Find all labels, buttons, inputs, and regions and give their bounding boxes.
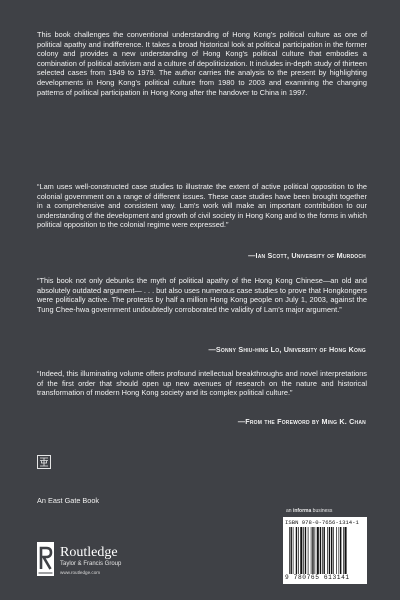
- barcode-digits: 9 780765 613141: [285, 574, 350, 581]
- review-attribution-2: —Sonny Shiu-hing Lo, University of Hong Kong: [208, 345, 366, 354]
- barcode-icon: [289, 527, 363, 574]
- review-attribution-3: —From the Foreword by Ming K. Chan: [237, 417, 366, 426]
- review-quote-1: “Lam uses well-constructed case studies to illustrate the extent of active political opposition to the colonial government on a range of different issues. These case studies have been brought together in a comprehensive and consistent way. Lam's work will make an important contribution to our understanding of the development and growth of civil society in Hong Kong and to the forms in which political opposition to the colonial regime were expressed.”: [37, 182, 367, 230]
- book-description: This book challenges the conventional understanding of Hong Kong's political culture as one of political apathy and indifference. It takes a broad historical look at political participation in the former colony and provides a new understanding of Hong Kong's political culture that embodies a combination of political activism and a culture of depoliticization. It includes in-depth study of thirteen selected cases from 1949 to 1979. The author carries the analysis to the present by highlighting developments in Hong Kong's political culture from 1980 to 2003 and examining the changing patterns of political participation in Hong Kong after the handover to China in 1997.: [37, 30, 367, 97]
- routledge-r-logo-icon: [37, 542, 54, 576]
- barcode-box: [283, 517, 367, 584]
- isbn-label: ISBN 978-0-7656-1314-1: [285, 519, 359, 526]
- publisher-group: Taylor & Francis Group: [60, 561, 122, 567]
- review-attribution-1: —Ian Scott, University of Murdoch: [248, 251, 366, 260]
- informa-suffix: business: [311, 508, 333, 514]
- informa-prefix: an: [286, 508, 293, 514]
- imprint-label: An East Gate Book: [37, 496, 100, 505]
- east-gate-seal-icon: [37, 455, 51, 469]
- review-quote-3: “Indeed, this illuminating volume offers profound intellectual breakthroughs and novel interpretations of the first order that should open up new avenues of research on the nature and historical transformation of modern Hong Kong society and its complex political culture.”: [37, 369, 367, 398]
- informa-business-label: [286, 508, 332, 514]
- publisher-name: Routledge: [60, 545, 118, 560]
- publisher-url: www.routledge.com: [60, 570, 101, 575]
- informa-brand: informa: [292, 508, 312, 514]
- review-quote-2: “This book not only debunks the myth of political apathy of the Hong Kong Chinese—an old and absolutely outdated argument— . . . but also uses numerous case studies to prove that Hongkongers were politically active. The protests by half a million Hong Kong people on July 1, 2003, against the Tung Chee-hwa government undoubtedly corroborated the validity of Lam's major argument.”: [37, 276, 367, 314]
